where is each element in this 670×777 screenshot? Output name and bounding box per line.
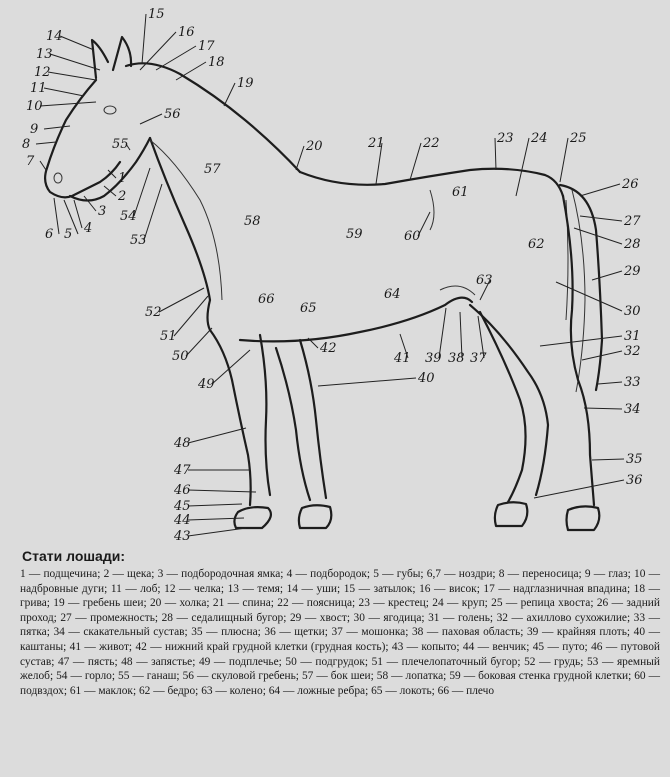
label-number-14: 14: [46, 29, 63, 44]
label-number-21: 21: [368, 136, 385, 151]
label-number-52: 52: [145, 305, 162, 320]
label-number-60: 60: [404, 229, 421, 244]
leader-line-25: [560, 138, 568, 182]
label-number-15: 15: [148, 7, 165, 22]
label-number-16: 16: [178, 25, 195, 40]
label-number-36: 36: [626, 473, 643, 488]
leader-line-6: [54, 198, 59, 234]
label-number-56: 56: [164, 107, 181, 122]
leader-line-53: [144, 184, 162, 240]
label-number-66: 66: [258, 292, 275, 307]
label-number-53: 53: [130, 233, 147, 248]
leader-line-18: [176, 62, 206, 80]
leader-line-56: [140, 114, 162, 124]
label-number-47: 47: [174, 463, 191, 478]
label-number-51: 51: [160, 329, 177, 344]
label-number-35: 35: [626, 452, 643, 467]
label-number-8: 8: [22, 137, 31, 152]
label-number-2: 2: [118, 189, 127, 204]
label-number-25: 25: [570, 131, 587, 146]
leader-line-33: [598, 382, 622, 384]
leader-line-23: [495, 138, 496, 170]
leader-line-10: [40, 102, 96, 106]
leader-line-17: [156, 46, 196, 70]
leader-line-50: [186, 328, 212, 356]
label-number-28: 28: [624, 237, 641, 252]
leader-line-26: [580, 184, 620, 196]
label-number-65: 65: [300, 301, 317, 316]
leader-line-13: [50, 54, 100, 70]
label-number-10: 10: [26, 99, 43, 114]
horse-eye: [104, 106, 116, 114]
leader-line-31: [540, 336, 622, 346]
label-number-17: 17: [198, 39, 215, 54]
leader-line-3: [84, 196, 96, 211]
label-number-29: 29: [624, 264, 641, 279]
leader-line-43: [188, 528, 246, 536]
label-number-13: 13: [36, 47, 53, 62]
label-number-31: 31: [624, 329, 641, 344]
label-numbers: [22, 7, 643, 544]
label-number-33: 33: [624, 375, 641, 390]
label-number-43: 43: [174, 529, 191, 544]
label-leader-lines: [36, 14, 624, 536]
label-number-38: 38: [448, 351, 465, 366]
label-number-26: 26: [622, 177, 639, 192]
leader-line-29: [592, 271, 622, 280]
horse-nostril: [54, 173, 62, 183]
label-number-3: 3: [98, 204, 107, 219]
label-number-18: 18: [208, 55, 225, 70]
label-number-50: 50: [172, 349, 189, 364]
leader-line-48: [188, 428, 246, 443]
label-number-19: 19: [237, 76, 254, 91]
label-number-57: 57: [204, 162, 221, 177]
label-number-12: 12: [34, 65, 51, 80]
label-number-9: 9: [30, 122, 39, 137]
label-number-39: 39: [425, 351, 442, 366]
legend-text: 1 — подщечина; 2 — щека; 3 — подбородочная ямка; 4 — подбородок; 5 — губы; 6,7 — ноздри; 8 — переносица; 9 — глаз; 10 — надбровные дуги; 11 — лоб; 12 — челка; 13 — темя; 14 — уши; 15 — затылок; 16 — висок; 17 — надглазничная впадина; 18 — грива; 19 — гребень шеи; 20 — холка; 21 — спина; 22 — поясница; 23 — крестец; 24 — круп; 25 — репица хвоста; 26 — задний проход; 27 — промежность; 28 — седалищный бугор; 29 — хвост; 30 — ягодица; 31 — голень; 32 — ахиллово сухожилие; 33 — пятка; 34 — скакательный сустав; 35 — плюсна; 36 — щетки; 37 — мошонка; 38 — паховая область; 39 — крайняя плоть; 40 — каштаны; 41 — живот; 42 — нижний край грудной клетки (грудная кость); 43 — копыто; 44 — венчик; 45 — путо; 46 — путовой сустав; 47 — пясть; 48 — запястье; 49 — подплечье; 50 — подгрудок; 51 — плечелопаточный бугор; 52 — грудь; 53 — яремный желоб; 54 — горло; 55 — ганаш; 56 — скуловой гребень; 57 — бок шеи; 58 — лопатка; 59 — боковая стенка грудной клетки; 60 — подвздох; 61 — маклок; 62 — бедро; 63 — колено; 64 — ложные ребра; 65 — локоть; 66 — плечо: [20, 568, 660, 697]
label-number-45: 45: [174, 499, 191, 514]
leader-line-15: [142, 14, 146, 64]
label-number-44: 44: [174, 513, 191, 528]
leader-line-22: [410, 143, 421, 180]
leader-line-8: [36, 142, 56, 144]
label-number-4: 4: [84, 221, 93, 236]
label-number-63: 63: [476, 273, 493, 288]
leader-line-51: [174, 296, 208, 336]
leader-line-34: [584, 408, 622, 409]
leader-line-4: [74, 200, 82, 228]
leader-line-20: [296, 146, 304, 170]
label-number-48: 48: [174, 436, 191, 451]
label-number-6: 6: [45, 227, 54, 242]
leader-line-45: [188, 504, 242, 506]
leader-line-36: [534, 480, 624, 498]
leader-line-19: [224, 83, 235, 106]
horse-body-outline: [45, 37, 602, 530]
label-number-46: 46: [174, 483, 191, 498]
label-number-49: 49: [198, 377, 215, 392]
leader-line-35: [592, 459, 624, 460]
label-number-5: 5: [64, 227, 73, 242]
label-number-42: 42: [320, 341, 337, 356]
label-number-30: 30: [624, 304, 641, 319]
label-number-64: 64: [384, 287, 401, 302]
label-number-1: 1: [118, 171, 127, 186]
label-number-58: 58: [244, 214, 261, 229]
label-number-41: 41: [394, 351, 411, 366]
leader-line-11: [44, 88, 84, 96]
label-number-34: 34: [624, 402, 641, 417]
leader-line-46: [188, 490, 256, 492]
label-number-37: 37: [470, 351, 487, 366]
label-number-11: 11: [30, 81, 47, 96]
label-number-40: 40: [418, 371, 435, 386]
label-number-23: 23: [497, 131, 514, 146]
leader-line-40: [318, 378, 416, 386]
label-number-61: 61: [452, 185, 469, 200]
label-number-54: 54: [120, 209, 137, 224]
label-number-27: 27: [624, 214, 641, 229]
label-number-22: 22: [423, 136, 440, 151]
leader-line-7: [40, 161, 46, 170]
label-number-55: 55: [112, 137, 129, 152]
label-number-7: 7: [26, 154, 35, 169]
legend-title: Стати лошади:: [22, 548, 125, 564]
leader-line-9: [44, 126, 70, 129]
leader-line-24: [516, 138, 529, 196]
leader-line-27: [580, 216, 622, 221]
label-number-24: 24: [531, 131, 548, 146]
label-number-59: 59: [346, 227, 363, 242]
leader-line-30: [556, 282, 622, 311]
label-number-20: 20: [306, 139, 323, 154]
label-number-32: 32: [624, 344, 641, 359]
legend: [20, 548, 660, 698]
leader-line-12: [48, 72, 96, 80]
label-number-62: 62: [528, 237, 545, 252]
leader-line-14: [60, 36, 94, 50]
